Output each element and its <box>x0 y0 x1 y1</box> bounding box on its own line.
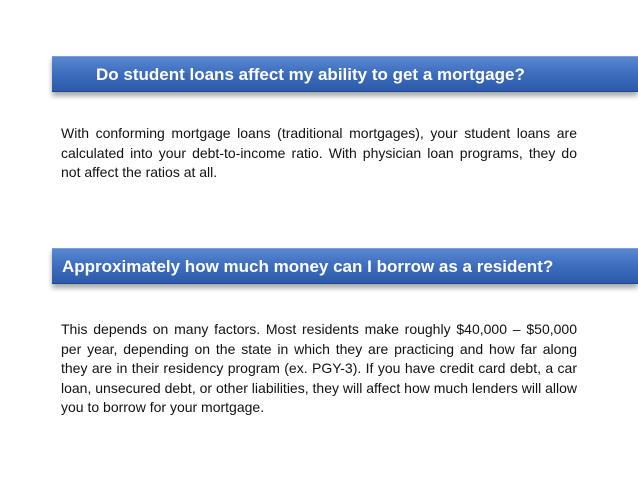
answer-paragraph-2: This depends on many factors. Most residents make roughly $40,000 – $50,000 per year, depending on the state in which they are practicing and how far along they are in their residency program (ex. PGY-3). If you have credit card debt, a car loan, unsecured debt, or other liabilities, they will affect how much lenders will allow you to borrow for your mortgage. <box>61 321 577 415</box>
question-heading-2: Approximately how much money can I borrow as a resident? <box>62 257 554 276</box>
answer-paragraph-1: With conforming mortgage loans (traditional mortgages), your student loans are calculated into your debt-to-income ratio. With physician loan programs, they do not affect the ratios at all. <box>61 125 577 180</box>
question-banner-1 <box>52 56 638 92</box>
question-heading-1: Do student loans affect my ability to get a mortgage? <box>96 65 525 84</box>
question-banner-2 <box>52 248 638 284</box>
